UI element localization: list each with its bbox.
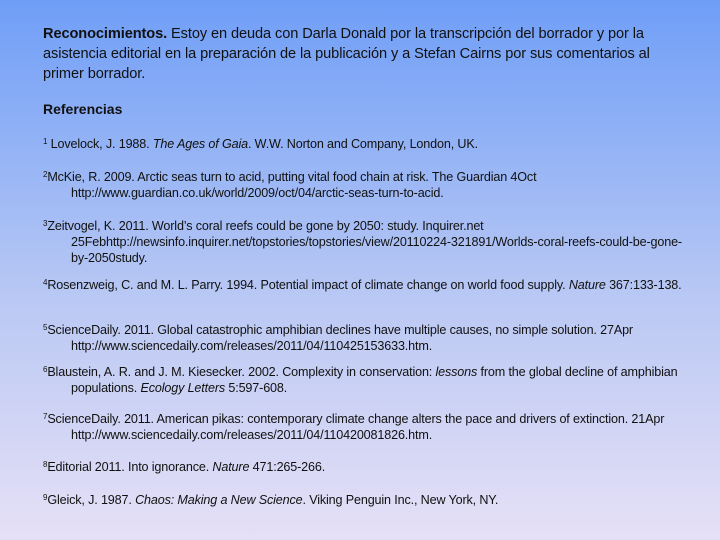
- references-title: Referencias: [43, 101, 123, 117]
- reference-item: $^2$McKie, R. 2009. Arctic seas turn to acid, putting vital food chain at risk. The Guardian 4Oct http://www.guardian.co.uk/world/2009/oct/04/arctic-seas-turn-to-acid.: [43, 170, 537, 200]
- reference-item: $^6$Blaustein, A. R. and J. M. Kiesecker. 2002. Complexity in conservation: lessons from the global decline of amphibian populations. Ecology Letters 5:597-608.: [43, 365, 678, 395]
- reference-item: $^8$Editorial 2011. Into ignorance. Nature 471:265-266.: [43, 460, 326, 474]
- reference-item: $^7$ScienceDaily. 2011. American pikas: contemporary climate change alters the pace and drivers of extinction. 21Apr http://www.sciencedaily.com/releases/2011/04/110420081826.htm.: [43, 412, 665, 442]
- acknowledgement-paragraph: [43, 24, 683, 84]
- reference-item: $^5$ScienceDaily. 2011. Global catastrophic amphibian declines have multiple causes, no simple solution. 27Apr http://www.sciencedaily.com/releases/2011/04/110425153633.htm.: [43, 323, 633, 353]
- reference-item: $^1$ Lovelock, J. 1988. The Ages of Gaia. W.W. Norton and Company, London, UK.: [43, 137, 478, 151]
- reference-item: $^4$Rosenzweig, C. and M. L. Parry. 1994. Potential impact of climate change on world food supply. Nature 367:133-138.: [43, 278, 682, 292]
- acknowledgement-heading: Reconocimientos.: [43, 26, 168, 42]
- acknowledgement-body: Estoy en deuda con Darla Donald por la transcripción del borrador y por la asistencia editorial en la preparación de la publicación y a Stefan Cairns por sus comentarios al primer borrador.: [43, 26, 650, 82]
- reference-item: $^9$Gleick, J. 1987. Chaos: Making a New Science. Viking Penguin Inc., New York, NY.: [43, 493, 499, 507]
- reference-item: $^3$Zeitvogel, K. 2011. World’s coral reefs could be gone by 2050: study. Inquirer.net 25Febhttp://newsinfo.inquirer.net/topstories/topstories/view/20110224-321891/Worlds-coral-reefs-could-be-gone-by-2050study.: [43, 219, 682, 265]
